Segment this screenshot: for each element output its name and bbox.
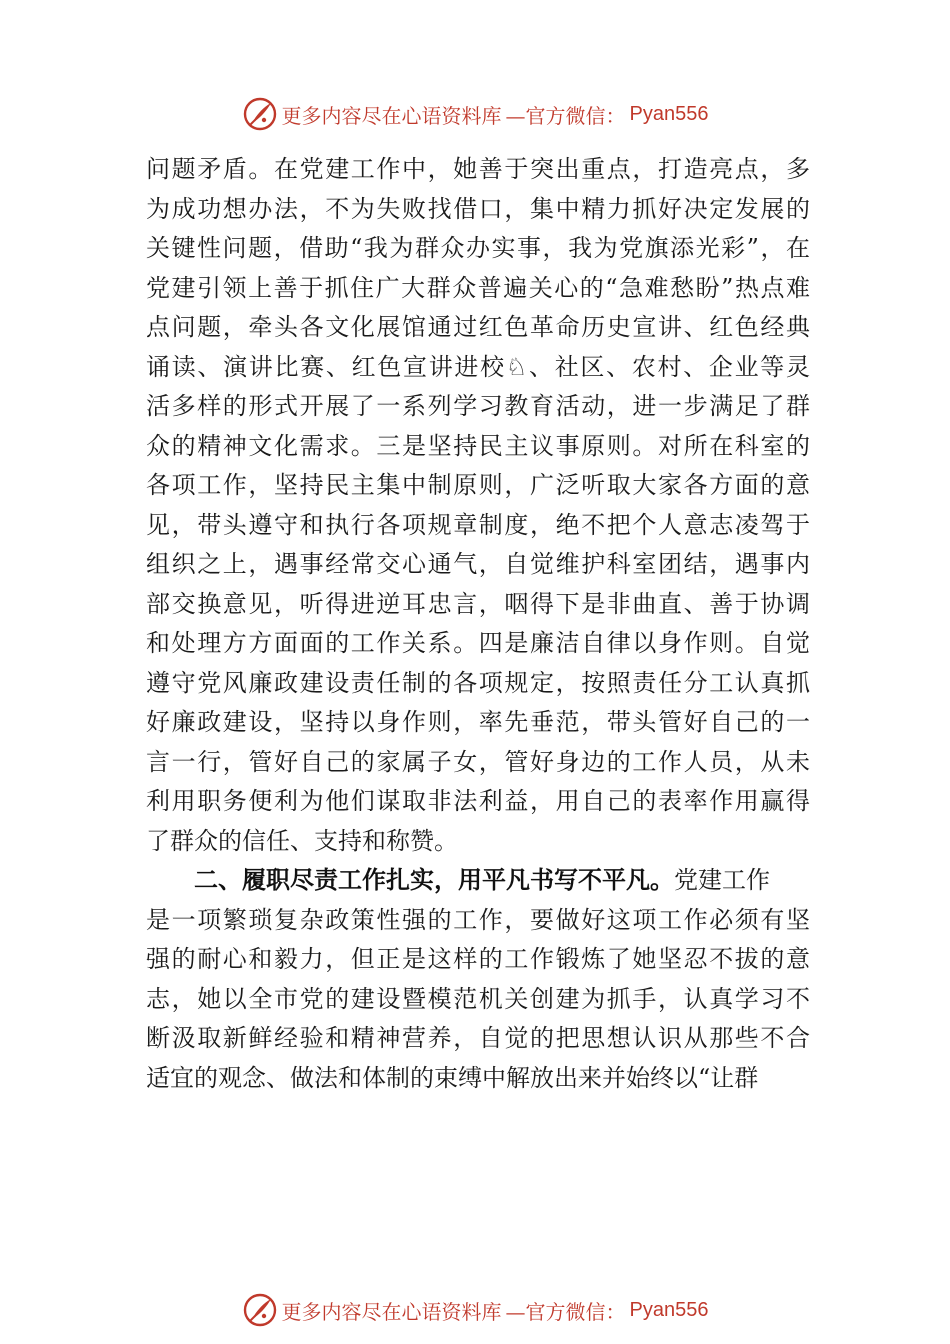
text-line: 言一行，管好自己的家属子女，管好身边的工作人员，从未 [146, 747, 810, 776]
text-line: 志，她以全市党的建设暨模范机关创建为抓手，认真学习不 [146, 984, 810, 1013]
watermark-wechat-id: Pyan556 [629, 1298, 709, 1321]
quill-pen-logo-icon [242, 1292, 278, 1328]
header-watermark [0, 94, 950, 134]
quill-pen-logo-icon [242, 96, 278, 132]
text-line: 组织之上，遇事经常交心通气，自觉维护科室团结，遇事内 [146, 550, 810, 578]
text-line: 为成功想办法，不为失败找借口，集中精力抓好决定发展的 [146, 194, 810, 223]
text-line: 诵读、演讲比赛、红色宣讲进校♘、社区、农村、企业等灵 [146, 352, 810, 381]
watermark-separator: —官方微信： [505, 1299, 626, 1324]
text-line: 点问题，牵头各文化展馆通过红色革命历史宣讲、红色经典 [146, 313, 810, 341]
text-line: 关键性问题，借助“我为群众办实事，我为党旗添光彩”，在 [146, 234, 810, 262]
watermark-wechat-id: Pyan556 [629, 102, 709, 125]
watermark-separator: —官方微信： [505, 103, 626, 128]
text-line: 见，带头遵守和执行各项规章制度，绝不把个人意志凌驾于 [146, 510, 810, 539]
section-heading: 二、履职尽责工作扎实，用平凡书写不平凡。 [194, 867, 674, 894]
text-line: 众的精神文化需求。三是坚持民主议事原则。对所在科室的 [146, 431, 810, 460]
text-line: 和处理方方面面的工作关系。四是廉洁自律以身作则。自觉 [146, 629, 810, 657]
section-heading-line [146, 861, 810, 901]
text-line: 强的耐心和毅力，但正是这样的工作锻炼了她坚忍不拔的意 [146, 945, 810, 973]
footer-watermark [0, 1290, 950, 1330]
text-line: 了群众的信任、支持和称赞。 [146, 826, 458, 855]
text-line: 各项工作，坚持民主集中制原则，广泛听取大家各方面的意 [146, 471, 810, 499]
watermark-text: 更多内容尽在心语资料库 [281, 103, 502, 128]
text-line: 好廉政建设，坚持以身作则，率先垂范，带头管好自己的一 [146, 708, 810, 736]
text-line: 是一项繁琐复杂政策性强的工作，要做好这项工作必须有坚 [146, 905, 810, 934]
text-line: 利用职务便利为他们谋取非法利益，用自己的表率作用赢得 [146, 787, 810, 815]
section-heading-tail: 党建工作 [674, 866, 770, 894]
text-line: 党建引领上善于抓住广大群众普遍关心的“急难愁盼”热点难 [146, 273, 810, 302]
text-line: 断汲取新鲜经验和精神营养，自觉的把思想认识从那些不合 [146, 1024, 810, 1052]
text-line: 遵守党风廉政建设责任制的各项规定，按照责任分工认真抓 [146, 668, 810, 697]
watermark-text: 更多内容尽在心语资料库 [281, 1299, 502, 1324]
text-line: 活多样的形式开展了一系列学习教育活动，进一步满足了群 [146, 392, 810, 420]
document-body [146, 150, 810, 1098]
text-line: 部交换意见，听得进逆耳忠言，咽得下是非曲直、善于协调 [146, 589, 810, 618]
text-line: 适宜的观念、做法和体制的束缚中解放出来并始终以“让群 [146, 1063, 759, 1092]
text-line: 问题矛盾。在党建工作中，她善于突出重点，打造亮点，多 [146, 155, 810, 183]
